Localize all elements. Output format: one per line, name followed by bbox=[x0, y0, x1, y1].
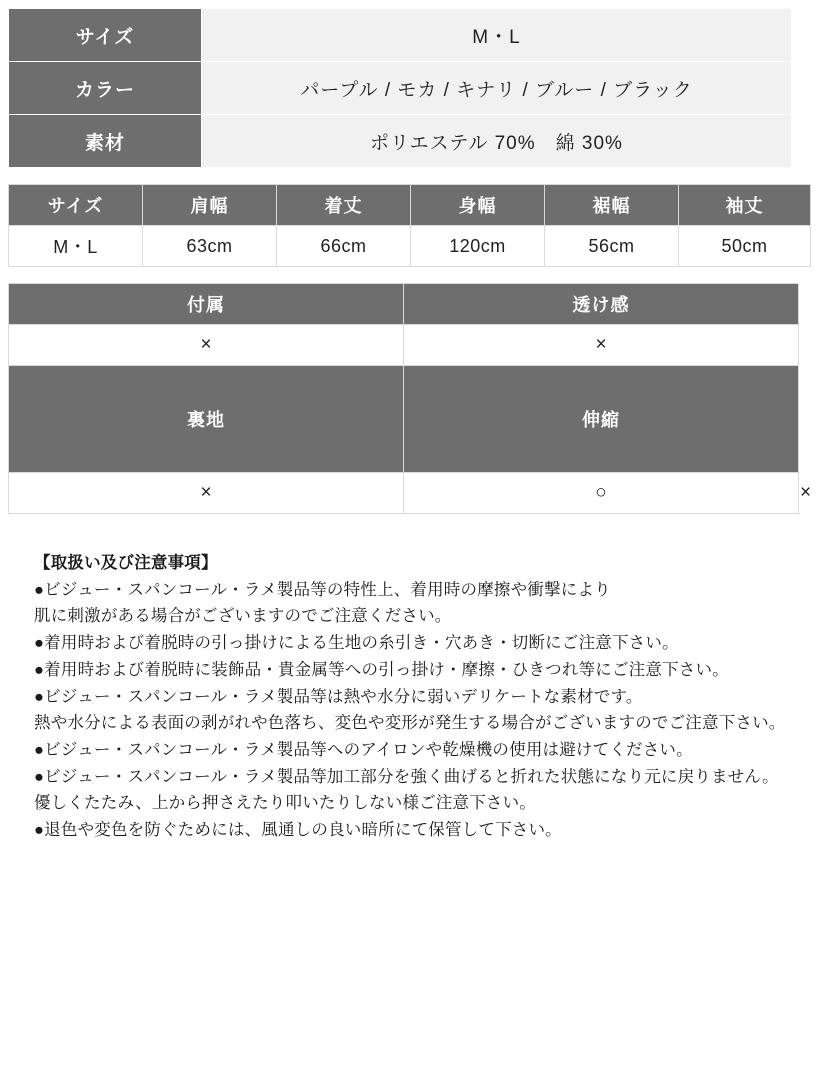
notes-line: ●ビジュー・スパンコール・ラメ製品等の特性上、着用時の摩擦や衝撃により bbox=[34, 580, 611, 599]
size-header-length: 着丈 bbox=[277, 185, 411, 226]
notes-line: ●ビジュー・スパンコール・ラメ製品等加工部分を強く曲げると折れた状態になり元に戻りません。 bbox=[34, 767, 779, 786]
size-cell-hem: 56cm bbox=[545, 226, 679, 267]
notes-line: ●ビジュー・スパンコール・ラメ製品等へのアイロンや乾燥機の使用は避けてください。 bbox=[34, 741, 693, 760]
divider-spacer-2 bbox=[8, 267, 792, 283]
notes-line: 熱や水分による表面の剥がれや色落ち、変色や変形が発生する場合がございますのでご注意下さい。 bbox=[34, 714, 786, 733]
spec-label-size: サイズ bbox=[9, 9, 202, 62]
table-row bbox=[9, 62, 792, 115]
spec-label-material: 素材 bbox=[9, 115, 202, 168]
size-cell-sleeve: 50cm bbox=[679, 226, 811, 267]
spec-label-color: カラー bbox=[9, 62, 202, 115]
size-cell-shoulder: 63cm bbox=[143, 226, 277, 267]
notes-line: ●ビジュー・スパンコール・ラメ製品等は熱や水分に弱いデリケートな素材です。 bbox=[34, 687, 643, 706]
attr-header-sheerness: 透け感 bbox=[404, 284, 799, 325]
size-header-sleeve: 袖丈 bbox=[679, 185, 811, 226]
attr-header-stretch: 伸縮 bbox=[404, 366, 799, 473]
size-measurement-table bbox=[8, 184, 811, 267]
size-cell-size: M・L bbox=[9, 226, 143, 267]
size-header-size: サイズ bbox=[9, 185, 143, 226]
size-header-bust: 身幅 bbox=[411, 185, 545, 226]
size-cell-bust: 120cm bbox=[411, 226, 545, 267]
spec-value-size: M・L bbox=[202, 9, 792, 62]
attr-header-lining: 裏地 bbox=[9, 366, 404, 473]
attr-value-lining: × bbox=[9, 473, 404, 514]
table-row bbox=[9, 325, 799, 366]
attribute-table bbox=[8, 283, 819, 514]
attr-value-sheerness: × bbox=[404, 325, 799, 366]
divider-spacer bbox=[8, 168, 792, 184]
notes-line: 肌に刺激がある場合がございますのでご注意ください。 bbox=[34, 607, 452, 626]
table-row: × ○ × bbox=[9, 473, 799, 514]
attr-header-accessory: 付属 bbox=[9, 284, 404, 325]
care-notes bbox=[8, 550, 792, 844]
size-cell-length: 66cm bbox=[277, 226, 411, 267]
table-row bbox=[9, 115, 792, 168]
table-header-row bbox=[9, 185, 811, 226]
attr-value-accessory: × bbox=[9, 325, 404, 366]
table-header-row: 裏地 伸縮 ポケット bbox=[9, 366, 799, 473]
table-header-row bbox=[9, 284, 799, 325]
spec-value-material: ポリエステル 70% 綿 30% bbox=[202, 115, 792, 168]
table-row bbox=[9, 9, 792, 62]
notes-line: 優しくたたみ、上から押さえたり叩いたりしない様ご注意下さい。 bbox=[34, 794, 536, 813]
notes-title: 【取扱い及び注意事項】 bbox=[34, 554, 218, 572]
size-header-shoulder: 肩幅 bbox=[143, 185, 277, 226]
notes-line: ●退色や変色を防ぐためには、風通しの良い暗所にて保管して下さい。 bbox=[34, 821, 562, 840]
attr-value-stretch: ○ bbox=[404, 473, 799, 514]
notes-line: ●着用時および着脱時の引っ掛けによる生地の糸引き・穴あき・切断にご注意下さい。 bbox=[34, 634, 679, 653]
spec-table bbox=[8, 8, 792, 168]
notes-line: ●着用時および着脱時に装飾品・貴金属等への引っ掛け・摩擦・ひきつれ等にご注意下さい。 bbox=[34, 660, 729, 679]
size-header-hem: 裾幅 bbox=[545, 185, 679, 226]
spec-value-color: パープル / モカ / キナリ / ブルー / ブラック bbox=[202, 62, 792, 115]
table-row bbox=[9, 226, 811, 267]
